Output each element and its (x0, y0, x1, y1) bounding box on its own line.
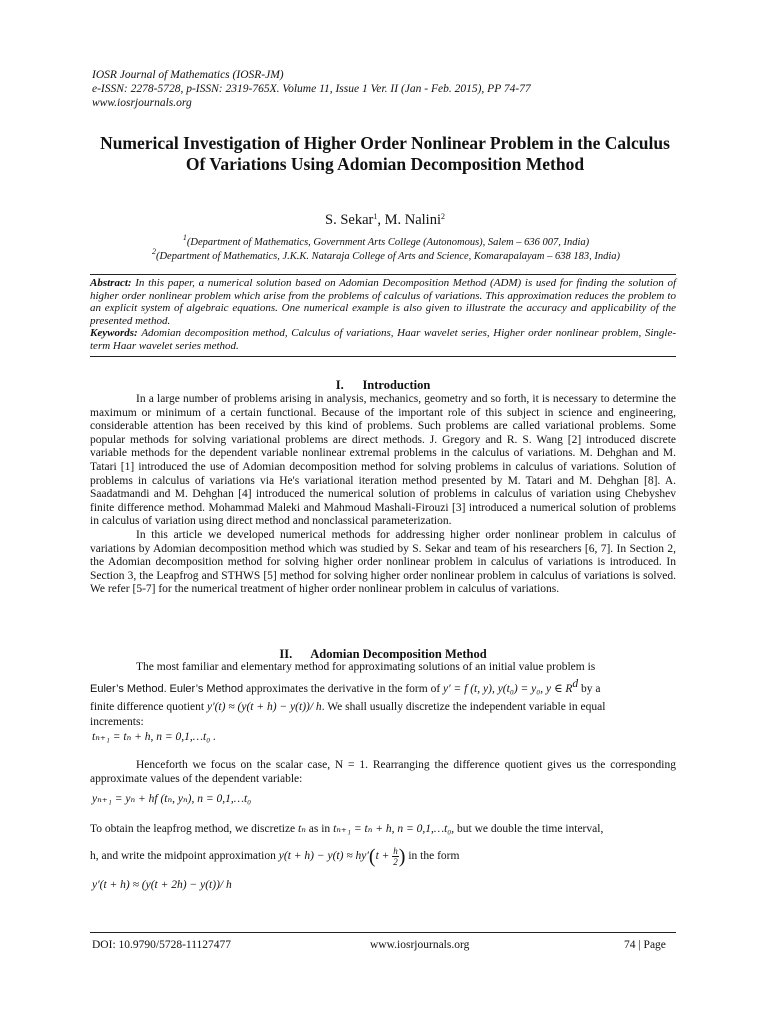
keywords-label: Keywords: (90, 327, 138, 340)
paper-title: Numerical Investigation of Higher Order Nonlinear Problem in the Calculus Of Variations Using Adomian Decomposition Method (100, 133, 670, 174)
left-paren: ( (368, 845, 376, 868)
abstract-box (90, 274, 676, 357)
fraction-denominator: 2 (393, 857, 398, 867)
adm-line-2 (90, 675, 676, 699)
author-1-sup: 1 (373, 212, 378, 221)
journal-website[interactable]: www.iosrjournals.org (92, 97, 192, 109)
midpoint-paragraph (90, 846, 676, 867)
adm-line-3-end: . We shall usually discretize the independent variable in equal (321, 700, 606, 713)
affiliation-1-text: (Department of Mathematics, Government Arts College (Autonomous), Salem – 636 007, India) (186, 237, 590, 248)
footer-website[interactable]: www.iosrjournals.org (370, 939, 470, 951)
abstract-label: Abstract: (90, 277, 132, 289)
equation-euler-step: yₙ₊₁ = yₙ + hf (tₙ, yₙ), n = 0,1,…t₀ (92, 793, 252, 805)
abstract-text: In this paper, a numerical solution based on Adomian Decomposition Method (ADM) is used for finding the solution of higher order nonlinear problem which arise from the problems of calculus of variations. This approximation reduces the problem to an explicit system of algebraic equations. One numerical example is also given to illustrate the accuracy and applicability of the presented method. (90, 277, 677, 327)
author-1: S. Sekar (325, 212, 374, 228)
ode-sup: d (572, 677, 579, 690)
euler-method-2: Euler’s Method (169, 682, 244, 695)
author-separator: , (377, 212, 385, 228)
adm-line-3-start: finite difference quotient (90, 700, 207, 713)
journal-header (92, 68, 692, 110)
midpoint-equation: y(t + h) − y(t) ≈ hy′ (278, 850, 369, 863)
keywords-paragraph (90, 327, 676, 352)
adm-line-3 (90, 699, 676, 716)
scalar-case-paragraph (90, 759, 676, 786)
section-1-heading (90, 378, 676, 393)
author-2-sup: 2 (440, 212, 445, 221)
adm-line-4: increments: (90, 715, 144, 728)
ode-equation: y′ = f (t, y), y(t₀) = y₀, y ∈ R (443, 682, 573, 695)
leapfrog-equation: tₙ₊₁ = tₙ + h, n = 0,1,…t₀ (333, 823, 452, 835)
author-2: M. Nalini (384, 212, 441, 228)
footer-divider (90, 932, 676, 933)
scalar-case-text: Henceforth we focus on the scalar case, N = 1. Rearranging the difference quotient gives us the corresponding approximate values of the dependent variable: (90, 759, 676, 785)
affiliation-2 (86, 245, 686, 263)
keywords-text: Adomian decomposition method, Calculus of variations, Haar wavelet series, Higher order nonlinear problem, Single-term Haar wavelet series method. (90, 327, 676, 352)
affiliation-1-sup: 1 (182, 233, 187, 242)
journal-name: IOSR Journal of Mathematics (IOSR-JM) (92, 69, 284, 81)
by-a-text: by a (578, 682, 601, 695)
section-2-heading-text: II. Adomian Decomposition Method (279, 647, 487, 661)
leapfrog-end: , but we double the time interval, (451, 823, 604, 835)
tn-symbol: tₙ (298, 823, 306, 835)
intro-paragraph-2: In this article we developed numerical methods for addressing higher order nonlinear problem in calculus of variations by Adomian decomposition method which was studied by S. Sekar and team of his researchers [6, 7]. In Section 2, the Adomian decomposition method for solving higher order nonlinear problem in calculus of variations is introduced. In Section 3, the Leapfrog and STHWS [5] method for solving higher order nonlinear problem in calculus of variations is solved. We refer [5-7] for the numerical treatment of higher order nonlinear problem in calculus of variations. (90, 528, 676, 596)
in-the-form-text: in the form (408, 850, 460, 863)
section-1-heading-text: I. Introduction (335, 378, 431, 392)
adm-line-2-rest: approximates the derivative in the form of (243, 682, 444, 695)
right-paren: ) (398, 845, 406, 868)
footer-doi[interactable]: DOI: 10.9790/5728-11127477 (92, 939, 232, 951)
fraction-numerator: h (393, 846, 398, 856)
affiliation-2-sup: 2 (151, 247, 156, 256)
adm-line-1: The most familiar and elementary method for approximating solutions of an initial value problem is (136, 661, 596, 673)
abstract-paragraph (90, 277, 676, 327)
euler-method-1: Euler’s Method. (90, 682, 167, 695)
difference-quotient: y′(t) ≈ (y(t + h) − y(t))/ h (206, 700, 322, 713)
equation-discretize: tₙ₊₁ = tₙ + h, n = 0,1,…t₀ . (92, 731, 216, 743)
journal-issn: e-ISSN: 2278-5728, p-ISSN: 2319-765X. Volume 11, Issue 1 Ver. II (Jan - Feb. 2015), PP 74-77 (92, 83, 531, 95)
as-in-text: as in (305, 823, 334, 835)
footer-page-number: 74 | Page (624, 939, 666, 951)
leapfrog-start: To obtain the leapfrog method, we discretize (90, 823, 299, 835)
intro-paragraph-1: In a large number of problems arising in analysis, mechanics, geometry and so forth, it is necessary to determine the maximum or minimum of a certain functional. Because of the important role of this subject in science and engineering, considerable attention has been received by this kind of problems. Such problems are called variational problems. Some popular methods for solving variational problems are direct methods. J. Gregory and R. S. Wang [2] introduced discrete variable methods for the dependent variable nonlinear extremal problems in the calculus of variations. M. Dehghan and M. Tatari [1] introduced the use of Adomian decomposition method for solving problems in calculus of variations. Solution of problems in calculus of variations via He's variational iteration method presented by M. Tatari and M. Dehghan [8]. A. Saadatmandi and M. Dehghan [4] introduced the numerical solution of problems in calculus of variation using Chebyshev finite difference method. Mohammad Maleki and Mahmoud Mashali-Firouzi [3] introduced a numerical solution of problems in calculus of variation using direct method and nonclassical parameterization. (90, 393, 676, 528)
introduction-body (90, 393, 676, 597)
equation-leapfrog: y′(t + h) ≈ (y(t + 2h) − y(t))/ h (92, 879, 232, 891)
adm-body (90, 661, 676, 729)
affiliation-2-text: (Department of Mathematics, J.K.K. Nataraja College of Arts and Science, Komarapalayam – 638 183, India) (155, 251, 621, 262)
author-line (90, 208, 680, 229)
leapfrog-paragraph (90, 822, 676, 836)
midpoint-start: h, and write the midpoint approximation (90, 850, 279, 863)
section-2-heading (90, 647, 676, 662)
midpoint-t: t + (375, 850, 390, 863)
